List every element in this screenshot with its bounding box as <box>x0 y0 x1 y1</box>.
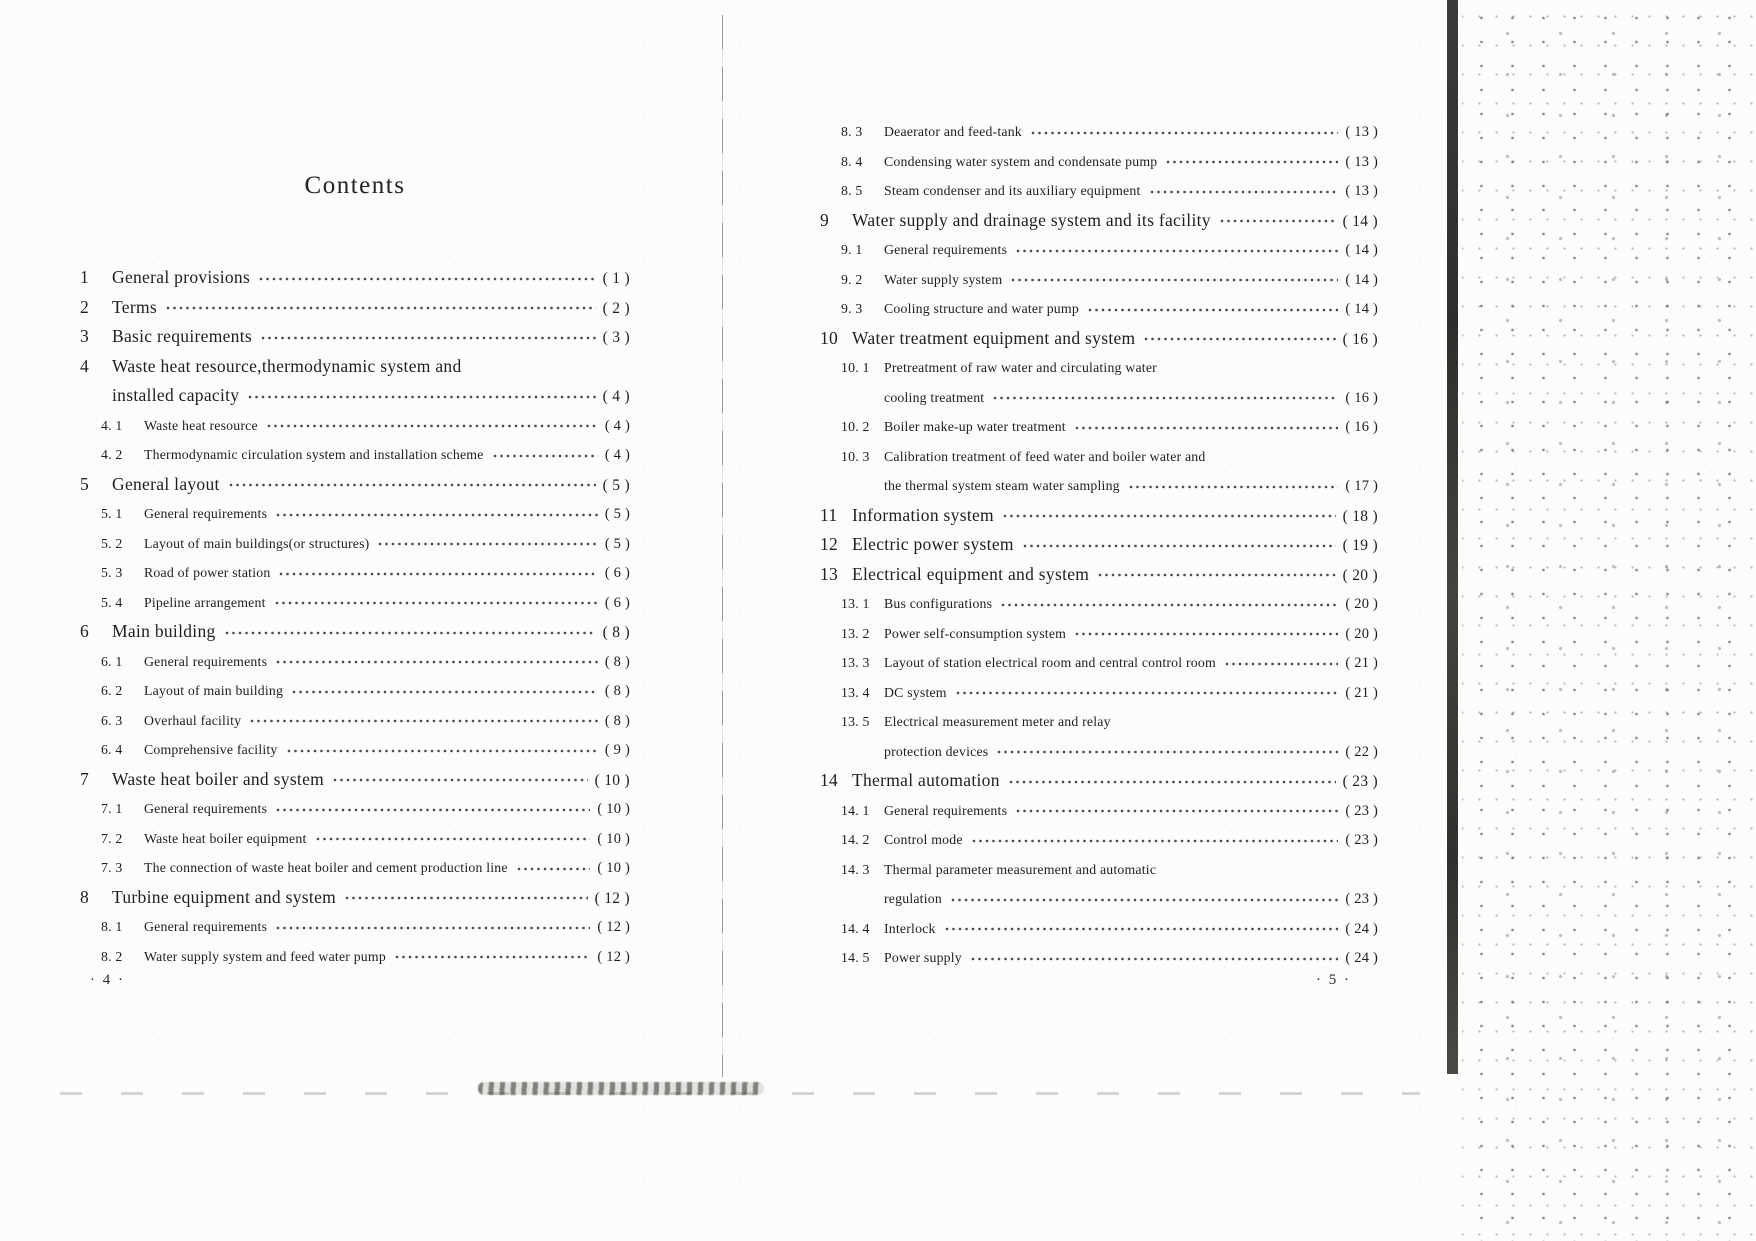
entry-text: Turbine equipment and system <box>112 886 337 907</box>
entry-text: Road of power station <box>144 565 271 580</box>
toc-right-column <box>820 117 1378 973</box>
entry-number: 9. 3 <box>841 301 863 316</box>
entry-page-ref: ( 16 ) <box>1345 419 1378 435</box>
entry-text: Condensing water system and condensate pump <box>884 153 1158 169</box>
toc-entry <box>820 442 1378 472</box>
entry-text: General requirements <box>884 242 1008 257</box>
entry-number: 13. 4 <box>841 684 870 700</box>
entry-page-ref: ( 5 ) <box>602 476 630 494</box>
entry-page-ref: ( 10 ) <box>594 771 630 789</box>
entry-number: 9 <box>820 209 830 230</box>
toc-entry <box>820 560 1378 590</box>
entry-number: 5. 4 <box>101 594 123 610</box>
entry-text: Control mode <box>884 832 963 847</box>
entry-text: Electrical equipment and system <box>852 563 1090 584</box>
toc-entry <box>820 678 1378 708</box>
entry-text: General requirements <box>144 653 268 669</box>
dot-leader <box>333 773 588 785</box>
entry-number: 2 <box>80 296 90 317</box>
dot-leader <box>1088 303 1338 315</box>
entry-number: 9. 1 <box>841 242 863 257</box>
entry-text: Water treatment equipment and system <box>852 327 1136 348</box>
entry-page-ref: ( 23 ) <box>1345 832 1378 848</box>
toc-entry <box>80 411 630 441</box>
toc-entry <box>820 619 1378 649</box>
entry-text: Electrical measurement meter and relay <box>884 714 1111 729</box>
entry-number: 6. 3 <box>101 712 123 728</box>
entry-page-ref: ( 2 ) <box>602 299 630 317</box>
dot-leader <box>971 952 1338 964</box>
entry-page-ref: ( 24 ) <box>1345 920 1378 937</box>
toc-entry <box>80 322 630 352</box>
toc-entry-continuation <box>820 737 1378 767</box>
dot-leader <box>1098 568 1335 580</box>
toc-entry-continuation <box>820 884 1378 914</box>
entry-number: 10. 1 <box>841 360 870 375</box>
entry-page-ref: ( 4 ) <box>604 447 630 463</box>
dot-leader <box>997 745 1338 757</box>
entry-page-ref: ( 12 ) <box>594 889 630 907</box>
entry-number: 13 <box>820 563 839 584</box>
entry-text: Main building <box>112 621 216 641</box>
entry-number: 10 <box>820 327 839 348</box>
entry-number: 7. 2 <box>101 830 123 846</box>
dot-leader <box>276 508 598 520</box>
dot-leader <box>945 922 1339 934</box>
dot-leader <box>951 893 1338 905</box>
entry-text: Electric power system <box>852 534 1014 554</box>
toc-entry <box>80 794 630 824</box>
entry-page-ref: ( 23 ) <box>1342 773 1378 790</box>
entry-number: 8. 4 <box>841 153 863 169</box>
entry-number: 12 <box>820 534 839 554</box>
entry-number: 13. 2 <box>841 625 870 641</box>
entry-number: 5. 3 <box>101 565 123 580</box>
dot-leader <box>248 390 595 402</box>
entry-text: Bus configurations <box>884 596 993 611</box>
toc-entry <box>80 765 630 795</box>
toc-entry <box>80 735 630 765</box>
entry-text: Water supply and drainage system and its facility <box>852 209 1211 230</box>
entry-number: 4. 1 <box>101 417 123 433</box>
entry-text: The connection of waste heat boiler and cement production line <box>144 860 508 875</box>
entry-number: 8. 2 <box>101 948 123 964</box>
center-fold-divider <box>722 15 723 1077</box>
entry-page-ref: ( 5 ) <box>604 535 630 552</box>
entry-text: cooling treatment <box>884 389 985 405</box>
entry-text: General layout <box>112 473 220 494</box>
dot-leader <box>279 567 597 579</box>
entry-text: Interlock <box>884 920 936 936</box>
toc-entry <box>80 706 630 736</box>
toc-entry <box>820 648 1378 678</box>
entry-text: Cooling structure and water pump <box>884 301 1079 316</box>
entry-number: 7 <box>80 768 90 789</box>
entry-number: 13. 1 <box>841 596 870 611</box>
entry-text: Thermal automation <box>852 770 1000 790</box>
entry-number: 7. 3 <box>101 860 123 875</box>
toc-entry <box>820 412 1378 442</box>
entry-text: General requirements <box>144 919 268 934</box>
entry-number: 6. 2 <box>101 683 123 698</box>
toc-entry <box>80 470 630 500</box>
toc-entry <box>80 647 630 677</box>
entry-number: 13. 3 <box>841 655 870 670</box>
toc-entry <box>80 942 630 972</box>
toc-entry <box>820 294 1378 324</box>
entry-number: 6 <box>80 621 90 641</box>
entry-number: 3 <box>80 326 90 346</box>
entry-page-ref: ( 9 ) <box>604 742 630 758</box>
entry-number: 7. 1 <box>101 801 123 816</box>
dot-leader <box>275 596 598 608</box>
entry-text: Deaerator and feed-tank <box>884 124 1022 139</box>
entry-page-ref: ( 21 ) <box>1345 684 1378 701</box>
entry-text: protection devices <box>884 743 989 759</box>
entry-page-ref: ( 8 ) <box>604 653 630 670</box>
entry-page-ref: ( 22 ) <box>1345 743 1378 760</box>
entry-number: 1 <box>80 267 90 287</box>
entry-text: Information system <box>852 504 994 525</box>
entry-text: Layout of main building <box>144 683 284 698</box>
entry-number: 13. 5 <box>841 714 870 729</box>
entry-page-ref: ( 16 ) <box>1342 330 1378 348</box>
entry-page-ref: ( 19 ) <box>1342 537 1378 554</box>
toc-entry <box>820 914 1378 944</box>
entry-page-ref: ( 16 ) <box>1345 389 1378 406</box>
entry-page-ref: ( 10 ) <box>597 801 630 817</box>
dot-leader <box>276 803 590 815</box>
dot-leader <box>1150 185 1339 197</box>
entry-text: DC system <box>884 684 947 700</box>
entry-text: Layout of station electrical room and central control room <box>884 655 1216 670</box>
contents-title: Contents <box>304 172 406 199</box>
entry-page-ref: ( 20 ) <box>1342 566 1378 584</box>
dot-leader <box>1220 214 1336 226</box>
entry-number: 5. 1 <box>101 506 123 521</box>
entry-page-ref: ( 17 ) <box>1345 478 1378 494</box>
entry-page-ref: ( 24 ) <box>1345 950 1378 966</box>
toc-entry <box>820 855 1378 885</box>
dot-leader <box>259 272 596 284</box>
entry-text: Waste heat resource <box>144 417 258 433</box>
entry-page-ref: ( 3 ) <box>602 329 630 346</box>
entry-page-ref: ( 20 ) <box>1345 596 1378 612</box>
toc-entry <box>820 117 1378 147</box>
dot-leader <box>267 419 598 431</box>
entry-text: Layout of main buildings(or structures) <box>144 535 370 551</box>
entry-text: Boiler make-up water treatment <box>884 419 1066 434</box>
toc-left-column <box>80 263 630 971</box>
entry-text: Pipeline arrangement <box>144 594 266 610</box>
entry-number: 4. 2 <box>101 447 123 462</box>
entry-text: Overhaul facility <box>144 712 242 728</box>
entry-text: Waste heat resource,thermodynamic system and <box>112 355 462 376</box>
toc-entry <box>80 676 630 706</box>
toc-entry <box>80 588 630 618</box>
toc-entry <box>820 353 1378 383</box>
dot-leader <box>250 714 598 726</box>
entry-page-ref: ( 23 ) <box>1345 891 1378 907</box>
dot-leader <box>1075 421 1339 433</box>
entry-page-ref: ( 20 ) <box>1345 625 1378 642</box>
entry-page-ref: ( 4 ) <box>602 388 630 405</box>
dot-leader <box>276 655 598 667</box>
dot-leader <box>316 832 591 844</box>
entry-text: Terms <box>112 296 157 317</box>
entry-page-ref: ( 10 ) <box>597 860 630 876</box>
entry-text: installed capacity <box>112 385 240 405</box>
toc-entry <box>80 352 630 382</box>
page-number-right: · 5 · <box>1316 972 1351 988</box>
dot-leader <box>972 834 1339 846</box>
entry-text: General requirements <box>144 801 268 816</box>
scan-streak-bottom <box>60 1092 1420 1095</box>
entry-page-ref: ( 8 ) <box>602 624 630 641</box>
entry-text: Power supply <box>884 950 962 965</box>
entry-page-ref: ( 8 ) <box>604 683 630 699</box>
entry-page-ref: ( 12 ) <box>597 919 630 935</box>
entry-number: 10. 3 <box>841 448 870 464</box>
toc-entry <box>80 883 630 913</box>
toc-entry <box>820 324 1378 354</box>
entry-text: General provisions <box>112 267 251 287</box>
toc-entry <box>820 176 1378 206</box>
entry-text: Basic requirements <box>112 326 253 346</box>
toc-entry <box>80 617 630 647</box>
dot-leader <box>261 331 596 343</box>
entry-text: General requirements <box>884 802 1008 818</box>
scan-artifact-bar <box>1447 0 1458 1074</box>
dot-leader <box>378 537 597 549</box>
scan-noise-right-edge <box>1462 0 1756 1241</box>
toc-entry-continuation <box>820 471 1378 501</box>
toc-entry <box>820 943 1378 973</box>
entry-page-ref: ( 1 ) <box>602 270 630 287</box>
dot-leader <box>1016 804 1338 816</box>
entry-page-ref: ( 14 ) <box>1345 271 1378 288</box>
toc-entry <box>820 265 1378 295</box>
entry-page-ref: ( 8 ) <box>604 712 630 729</box>
entry-text: Water supply system <box>884 271 1003 287</box>
toc-entry <box>820 796 1378 826</box>
entry-text: General requirements <box>144 506 268 521</box>
dot-leader <box>1003 509 1336 521</box>
entry-page-ref: ( 14 ) <box>1342 212 1378 230</box>
entry-number: 8 <box>80 886 90 907</box>
dot-leader <box>1016 244 1338 256</box>
entry-page-ref: ( 14 ) <box>1345 242 1378 258</box>
dot-leader <box>287 744 598 756</box>
entry-number: 11 <box>820 504 838 525</box>
entry-number: 6. 1 <box>101 653 123 669</box>
entry-number: 14 <box>820 770 839 790</box>
toc-entry <box>820 501 1378 531</box>
toc-entry <box>820 206 1378 236</box>
toc-entry <box>80 824 630 854</box>
dot-leader <box>395 950 590 962</box>
entry-text: the thermal system steam water sampling <box>884 478 1120 493</box>
dot-leader <box>517 862 591 874</box>
dot-leader <box>292 685 598 697</box>
dot-leader <box>1075 627 1338 639</box>
entry-number: 5 <box>80 473 90 494</box>
dot-leader <box>276 921 590 933</box>
dot-leader <box>993 391 1338 403</box>
entry-text: Thermodynamic circulation system and installation scheme <box>144 447 484 462</box>
entry-number: 14. 4 <box>841 920 870 936</box>
entry-number: 4 <box>80 355 90 376</box>
dot-leader <box>1001 598 1338 610</box>
entry-page-ref: ( 4 ) <box>604 417 630 434</box>
entry-number: 14. 1 <box>841 802 870 818</box>
entry-text: Waste heat boiler equipment <box>144 830 307 846</box>
dot-leader <box>1166 155 1338 167</box>
toc-entry-continuation <box>820 383 1378 413</box>
entry-text: Comprehensive facility <box>144 742 278 757</box>
toc-entry <box>80 558 630 588</box>
toc-entry <box>80 529 630 559</box>
entry-number: 8. 1 <box>101 919 123 934</box>
toc-entry <box>820 530 1378 560</box>
entry-text: Waste heat boiler and system <box>112 768 325 789</box>
toc-entry <box>80 263 630 293</box>
entry-text: Thermal parameter measurement and automatic <box>884 861 1157 877</box>
page-number-left: · 4 · <box>90 972 125 988</box>
entry-text: regulation <box>884 891 942 906</box>
entry-number: 8. 5 <box>841 183 863 198</box>
toc-entry <box>80 853 630 883</box>
dot-leader <box>225 626 596 638</box>
toc-entry <box>80 912 630 942</box>
toc-entry <box>820 825 1378 855</box>
entry-number: 14. 2 <box>841 832 870 847</box>
dot-leader <box>229 478 596 490</box>
toc-entry <box>80 440 630 470</box>
entry-text: Power self-consumption system <box>884 625 1067 641</box>
dot-leader <box>345 891 588 903</box>
dot-leader <box>1129 480 1339 492</box>
entry-text: Calibration treatment of feed water and boiler water and <box>884 448 1206 464</box>
entry-page-ref: ( 10 ) <box>597 830 630 847</box>
toc-entry <box>820 766 1378 796</box>
entry-number: 14. 3 <box>841 861 870 877</box>
entry-text: Steam condenser and its auxiliary equipment <box>884 183 1141 198</box>
toc-entry <box>820 589 1378 619</box>
toc-entry <box>820 147 1378 177</box>
dot-leader <box>166 301 596 313</box>
entry-number: 8. 3 <box>841 124 863 139</box>
entry-number: 6. 4 <box>101 742 123 757</box>
toc-entry-continuation <box>80 381 630 411</box>
entry-page-ref: ( 21 ) <box>1345 655 1378 671</box>
dot-leader <box>1009 775 1336 787</box>
entry-number: 5. 2 <box>101 535 123 551</box>
entry-page-ref: ( 6 ) <box>604 594 630 611</box>
entry-page-ref: ( 13 ) <box>1345 153 1378 170</box>
entry-text: Pretreatment of raw water and circulating water <box>884 360 1157 375</box>
entry-page-ref: ( 12 ) <box>597 948 630 965</box>
toc-entry <box>80 293 630 323</box>
entry-page-ref: ( 5 ) <box>604 506 630 522</box>
toc-entry <box>80 499 630 529</box>
dot-leader <box>1225 657 1339 669</box>
entry-text: Water supply system and feed water pump <box>144 948 386 964</box>
dot-leader <box>1011 273 1338 285</box>
dot-leader <box>1031 126 1339 138</box>
entry-page-ref: ( 13 ) <box>1345 124 1378 140</box>
entry-page-ref: ( 18 ) <box>1342 507 1378 525</box>
dot-leader <box>493 449 598 461</box>
entry-number: 9. 2 <box>841 271 863 287</box>
entry-number: 10. 2 <box>841 419 870 434</box>
entry-page-ref: ( 6 ) <box>604 565 630 581</box>
toc-entry <box>820 707 1378 737</box>
toc-entry <box>820 235 1378 265</box>
dot-leader <box>956 686 1339 698</box>
dot-leader <box>1144 332 1335 344</box>
dot-leader <box>1023 539 1336 551</box>
entry-number: 14. 5 <box>841 950 870 965</box>
entry-page-ref: ( 23 ) <box>1345 802 1378 819</box>
entry-page-ref: ( 14 ) <box>1345 301 1378 317</box>
entry-page-ref: ( 13 ) <box>1345 183 1378 199</box>
